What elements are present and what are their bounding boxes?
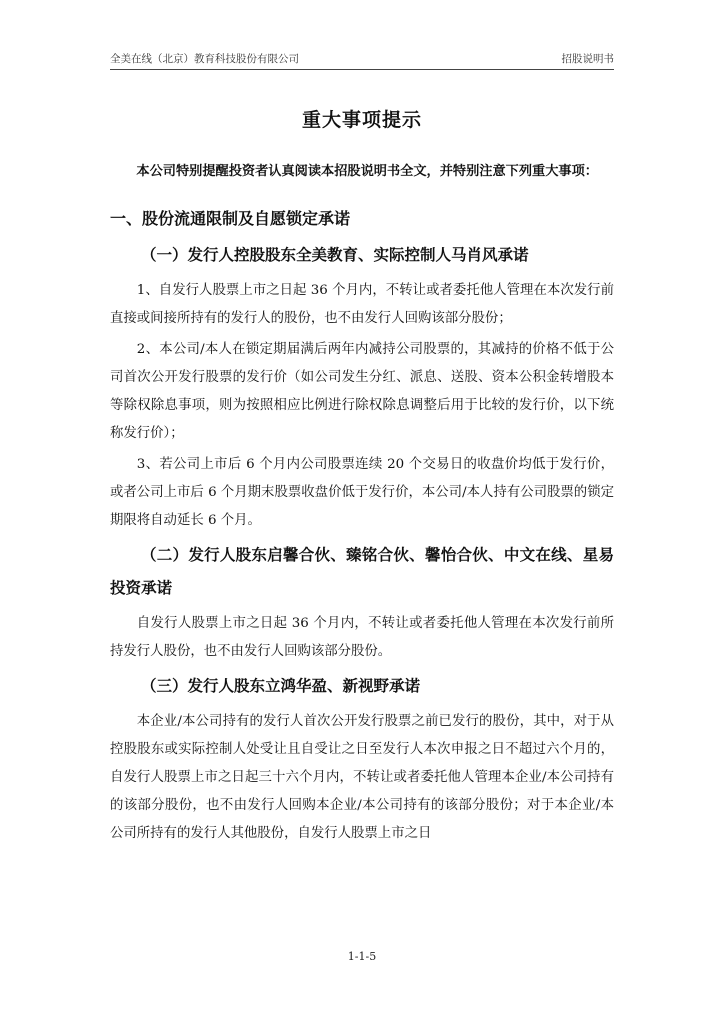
paragraph: 2、本公司/本人在锁定期届满后两年内减持公司股票的，其减持的价格不低于公司首次公开发行股票的发行价（如公司发生分红、派息、送股、资本公积金转增股本等除权除息事项，则为按照相应比例进行除权除息调整后用于比较的发行价，以下统称发行价）；: [110, 342, 614, 441]
subsection-heading-1: （一）发行人控股股东全美教育、实际控制人马肖风承诺: [141, 246, 529, 264]
paragraph: 3、若公司上市后 6 个月内公司股票连续 20 个交易日的收盘价均低于发行价，或者公司上市后 6 个月期末股票收盘价低于发行价，本公司/本人持有公司股票的锁定期限将自动延长 6 个月。: [110, 457, 614, 528]
page-header: [110, 49, 614, 70]
subsection-heading-2: （二）发行人股东启馨合伙、臻铭合伙、馨怡合伙、中文在线、星易投资承诺: [110, 546, 614, 597]
paragraph: 自发行人股票上市之日起 36 个月内，不转让或者委托他人管理在本次发行前所持发行人股份，也不由发行人回购该部分股份。: [110, 616, 614, 659]
paragraph: 1、自发行人股票上市之日起 36 个月内，不转让或者委托他人管理在本次发行前直接或间接所持有的发行人的股份，也不由发行人回购该部分股份；: [110, 283, 614, 326]
subsection-heading-3: （三）发行人股东立鸿华盈、新视野承诺: [141, 677, 421, 695]
document-title: 重大事项提示: [301, 109, 422, 131]
paragraph: 本企业/本公司持有的发行人首次公开发行股票之前已发行的股份，其中，对于从控股股东或实际控制人处受让且自受让之日至发行人本次申报之日不超过六个月的，自发行人股票上市之日起三十六个月内，不转让或者委托他人管理本企业/本公司持有的该部分股份，也不由发行人回购本企业/本公司持有的该部分股份；对于本企业/本公司所持有的发行人其他股份，自发行人股票上市之日: [110, 714, 614, 841]
section-heading-1: 一、股份流通限制及自愿锁定承诺: [110, 209, 351, 228]
page-number: 1-1-5: [347, 950, 377, 963]
header-document-type: 招股说明书: [561, 53, 614, 65]
header-company-name: 全美在线（北京）教育科技股份有限公司: [110, 53, 299, 65]
intro-paragraph: 本公司特别提醒投资者认真阅读本招股说明书全文，并特别注意下列重大事项：: [136, 164, 598, 179]
document-body: [110, 158, 614, 848]
